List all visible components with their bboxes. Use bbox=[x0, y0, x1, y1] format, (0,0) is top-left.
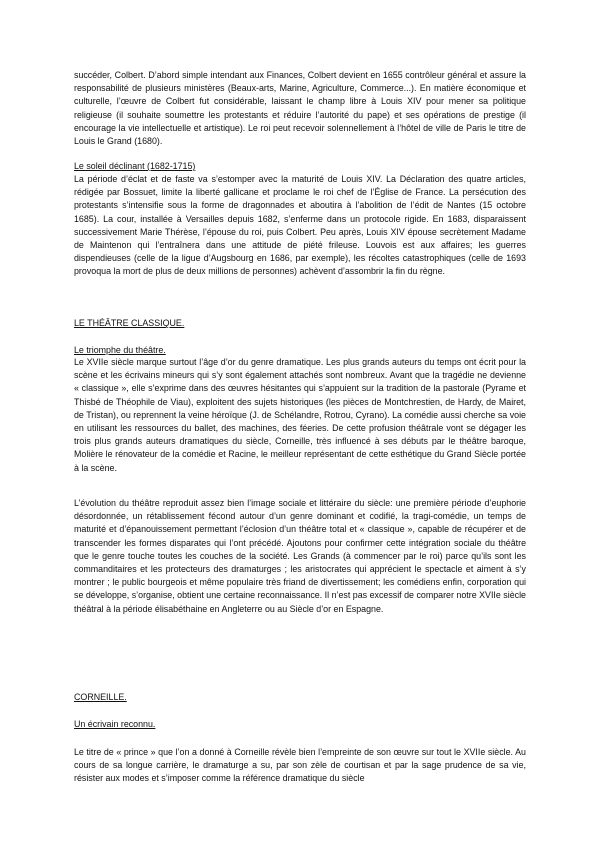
chapter-heading-theatre-classique: LE THÉÂTRE CLASSIQUE. bbox=[74, 318, 185, 328]
paragraph-soleil-declinant: La période d’éclat et de faste va s’estomper avec la maturité de Louis XIV. La Déclaration des quatre articles, rédigée par Bossuet, limite la liberté gallicane et proclame le roi chef de l’Église de France. La persécution des protestants s’intensifie sous la forme de dragonnades et aboutira à l’abolition de l’édit de Nantes (15 octobre 1685). La cour, installée à Versailles depuis 1682, s’enferme dans un protocole rigide. En 1683, disparaissent successivement Marie Thérèse, l’épouse du roi, puis Colbert. Peu après, Louis XIV épouse secrètement Madame de Maintenon qui l’entraînera dans une attitude de piété frileuse. Louvois est aux affaires; les guerres dispendieuses (celle de la ligue d’Augsbourg en 1686, par exemple), les récoltes catastrophiques (celle de 1693 provoqua la mort de plus de deux millions de personnes) achèvent d’assombrir la fin du règne. bbox=[74, 174, 526, 277]
paragraph-triomphe: Le XVIIe siècle marque surtout l’âge d’or du genre dramatique. Les plus grands auteurs du temps ont écrit pour la scène et les écrivains mineurs qui s’y sont également attachés sont nombreux. Avant que la tragédie ne devienne « classique », elle s’exprime dans des œuvres hésitantes qui s’appuient sur la tradition de la pastorale (Pyrame et Thisbé de Théophile de Viau), exploitent des sujets historiques (les pièces de Montchrestien, de Hardy, de Mairet, de Tristan), ou reprennent la veine héroïque (J. de Schélandre, Rotrou, Cyrano). La comédie aussi cherche sa voie en utilisant les ressources du ballet, des machines, des féeries. De cette profusion théâtrale vont se dégager les trois plus grands auteurs dramatiques du siècle, Corneille, très influencé à ses débuts par le théâtre baroque, Molière le rénovateur de la comédie et Racine, le meilleur représentant de cette esthétique du Grand Siècle portée à la scène. bbox=[74, 357, 526, 473]
section-heading-ecrivain-reconnu: Un écrivain reconnu. bbox=[74, 719, 156, 729]
paragraph-corneille: Le titre de « prince » que l’on a donné à Corneille révèle bien l’empreinte de son œuvre sur tout le XVIIe siècle. Au cours de sa longue carrière, le dramaturge a su, par son zèle de courtisan et par la sage prudence de sa vie, résister aux modes et s’imposer comme la référence dramatique du siècle bbox=[74, 747, 526, 784]
section-heading-soleil-declinant: Le soleil déclinant (1682-1715) bbox=[74, 161, 196, 171]
section-heading-triomphe: Le triomphe du théâtre. bbox=[74, 345, 166, 355]
chapter-heading-corneille: CORNEILLE. bbox=[74, 692, 127, 702]
paragraph-evolution-theatre: L’évolution du théâtre reproduit assez bien l’image sociale et littéraire du siècle: une première période d’euphorie désordonnée, un rétablissement fécond autour d’un genre dominant et codifié, la tragi-comédie, un temps de maturité et d’épanouissement permettant l’éclosion d’un théâtre total et « classique », capable de récupérer et de transcender les formes disparates qui l’ont précédé. Ajoutons pour confirmer cette intégration sociale du théâtre que le genre touche toutes les couches de la société. Les Grands (à commencer par le roi) parce qu’ils sont les commanditaires et les protecteurs des dramaturges ; les aristocrates qui apprécient le spectacle et aiment à s’y montrer ; le public bourgeois et même populaire très friand de divertissement; les comédiens enfin, corporation qui se développe, s’organise, obtient une certaine reconnaissance. Il n’est pas excessif de comparer notre XVIIe siècle théâtral à la période élisabéthaine en Angleterre ou au Siècle d’or en Espagne. bbox=[74, 498, 526, 614]
paragraph-colbert: succéder, Colbert. D’abord simple intendant aux Finances, Colbert devient en 1655 contrôleur général et assure la responsabilité de plusieurs ministères (Beaux-arts, Marine, Agriculture, Commerce...). En matière économique et culturelle, l’œuvre de Colbert fut considérable, laissant le champ libre à Louis XIV pour mener sa politique religieuse (il souhaite soumettre les protestants et réduire l’autorité du pape) et ses opérations de prestige (il encourage la vie intellectuelle et artistique). Le roi peut recevoir solennellement à l’hôtel de ville de Paris le titre de Louis le Grand (1680). bbox=[74, 70, 526, 147]
